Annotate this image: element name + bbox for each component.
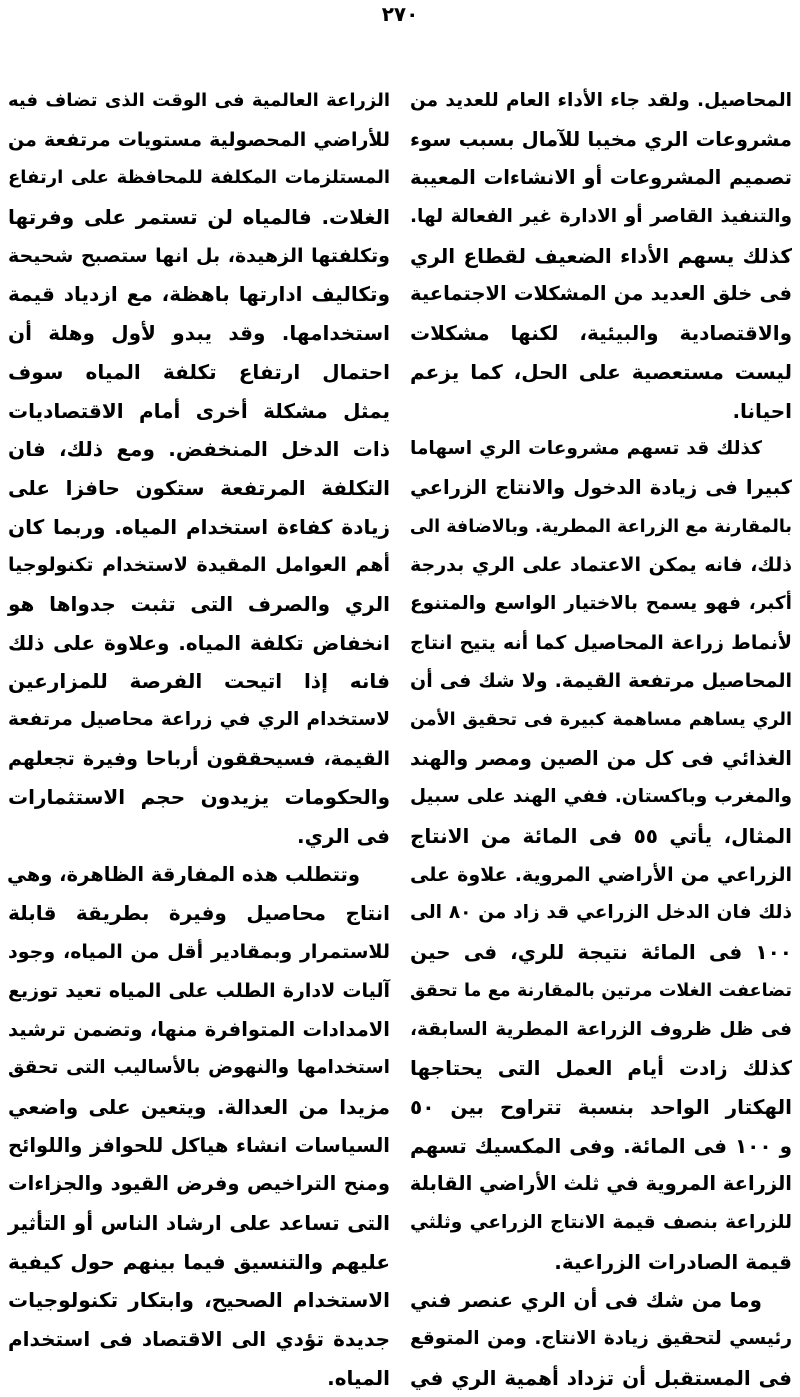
text-line: بالمقارنة مع الزراعة المطرية. وبالاضافة الى: [409, 516, 792, 537]
text-line: القيمة، فسيحققون أرباحا وفيرة تجعلهم: [8, 747, 390, 770]
text-line: ومنح التراخيص وفرض القيود والجزاءات: [8, 1172, 390, 1196]
text-line: كذلك زادت أيام العمل التى يحتاجها: [410, 1056, 792, 1081]
text-line: آليات لادارة الطلب على المياه تعيد توزيع: [8, 979, 390, 1002]
text-line: فى خلق العديد من المشكلات الاجتماعية: [410, 282, 792, 306]
text-line: الزراعي من الأراضي المروية. علاوة على: [410, 863, 792, 886]
text-line: ذات الدخل المنخفض. ومع ذلك، فان: [8, 437, 390, 462]
text-line: استخدامها. وقد يبدو لأول وهلة أن: [8, 321, 390, 346]
text-line: انتاج محاصيل وفيرة بطريقة قابلة: [8, 901, 390, 926]
text-line: وتكلفتها الزهيدة، بل انها ستصبح شحيحة: [8, 244, 390, 267]
text-line: تضاعفت الغلات مرتين بالمقارنة مع ما تحقق: [410, 980, 792, 1001]
text-line: فى المستقبل أن تزداد أهمية الري في: [410, 1365, 792, 1390]
text-line: قيمة الصادرات الزراعية.: [554, 1249, 792, 1274]
text-line: مزيدا من العدالة. ويتعين على واضعي: [8, 1094, 390, 1119]
text-line: المياه.: [327, 1365, 390, 1390]
text-column-left: [8, 82, 390, 1397]
text-line: احيانا.: [732, 398, 792, 423]
text-line: أكبر، فهو يسمح بالاختيار الواسع والمتنوع: [410, 592, 792, 614]
text-line: فانه إذا اتيحت الفرصة للمزارعين: [8, 669, 390, 694]
text-line: والحكومات يزيدون حجم الاستثمارات: [8, 785, 390, 810]
text-line: الهكتار الواحد بنسبة تتراوح بين ٥٠: [410, 1094, 792, 1119]
text-line: الاستخدام الصحيح، وابتكار تكنولوجيات: [8, 1288, 390, 1313]
text-line: والاقتصادية والبيئية، لكنها مشكلات: [410, 321, 792, 346]
text-line: الزراعة العالمية فى الوقت الذى تضاف فيه: [8, 90, 390, 111]
text-line: المحاصيل. ولقد جاء الأداء العام للعديد من: [410, 90, 792, 111]
text-line: انخفاض تكلفة المياه. وعلاوة على ذلك: [8, 630, 390, 655]
text-line: و ١٠٠ فى المائة. وفى المكسيك تسهم: [410, 1133, 792, 1158]
text-line: وتتطلب هذه المفارقة الظاهرة، وهي: [7, 862, 360, 886]
text-line: التى تساعد على ارشاد الناس أو التأثير: [8, 1210, 390, 1235]
text-line: يمثل مشكلة أخرى أمام الاقتصاديات: [8, 398, 390, 423]
text-line: السياسات انشاء هياكل للحوافز واللوائح: [8, 1133, 390, 1157]
text-line: المستلزمات المكلفة للمحافظة على ارتفاع: [8, 167, 390, 189]
text-line: الزراعة المروية في ثلث الأراضي القابلة: [409, 1172, 792, 1196]
text-line: كبيرا فى زيادة الدخول والانتاج الزراعي: [410, 475, 792, 499]
text-line: المثال، يأتي ٥٥ فى المائة من الانتاج: [410, 824, 792, 849]
text-line: الري والصرف التى تثبت جدواها هو: [8, 591, 390, 616]
text-line: مشروعات الري مخيبا للآمال بسبب سوء: [410, 127, 792, 151]
text-line: للاستمرار وبمقادير أقل من المياه، وجود: [8, 941, 390, 964]
text-line: استخدامها والنهوض بالأساليب التى تحقق: [8, 1057, 390, 1079]
text-line: الغلات. فالمياه لن تستمر على وفرتها: [8, 205, 390, 230]
text-line: والمغرب وباكستان. ففي الهند على سبيل: [410, 786, 792, 808]
text-line: لأنماط زراعة المحاصيل كما أنه يتيح انتاج: [410, 631, 792, 654]
text-line: أهم العوامل المقيدة لاستخدام تكنولوجيا: [8, 554, 390, 577]
text-line: ذلك فان الدخل الزراعي قد زاد من ٨٠ الى: [410, 902, 792, 924]
text-column-right: [410, 82, 792, 1397]
text-line: تصميم المشروعات أو الانشاءات المعيبة: [410, 166, 792, 190]
text-line: كذلك يسهم الأداء الضعيف لقطاع الري: [410, 243, 792, 268]
text-line: الري يساهم مساهمة كبيرة فى تحقيق الأمن: [410, 710, 792, 730]
text-line: رئيسي لتحقيق زيادة الانتاج. ومن المتوقع: [410, 1328, 792, 1349]
text-line: الامدادات المتوافرة منها، وتضمن ترشيد: [8, 1017, 390, 1041]
text-line: جديدة تؤدي الى الاقتصاد فى استخدام: [8, 1327, 390, 1351]
text-line: كذلك قد تسهم مشروعات الري اسهاما: [410, 438, 762, 460]
text-line: عليهم والتنسيق فيما بينهم حول كيفية: [8, 1249, 390, 1274]
text-line: احتمال ارتفاع تكلفة المياه سوف: [8, 359, 390, 384]
text-line: للزراعة بنصف قيمة الانتاج الزراعي وثلثي: [410, 1211, 792, 1233]
text-line: فى الري.: [296, 824, 390, 849]
text-line: ذلك، فانه يمكن الاعتماد على الري بدرجة: [410, 554, 792, 577]
text-line: فى ظل ظروف الزراعة المطرية السابقة،: [410, 1018, 792, 1040]
text-line: لاستخدام الري في زراعة محاصيل مرتفعة: [8, 709, 390, 730]
text-line: والتنفيذ القاصر أو الادارة غير الفعالة لها.: [410, 206, 792, 228]
page-number: ٢٧٠: [381, 2, 419, 26]
text-line: وتكاليف ادارتها باهظة، مع ازدياد قيمة: [8, 282, 390, 307]
text-line: زيادة كفاءة استخدام المياه. وربما كان: [8, 514, 390, 539]
text-line: التكلفة المرتفعة ستكون حافزا على: [8, 475, 390, 500]
text-line: الغذائي فى كل من الصين ومصر والهند: [410, 746, 792, 770]
text-line: ليست مستعصية على الحل، كما يزعم: [410, 359, 792, 384]
text-line: ١٠٠ فى المائة نتيجة للري، فى حين: [410, 940, 792, 965]
text-line: للأراضي المحصولية مستويات مرتفعة من: [8, 128, 390, 151]
text-line: المحاصيل مرتفعة القيمة. ولا شك فى أن: [410, 670, 792, 693]
text-line: وما من شك فى أن الري عنصر فني: [410, 1288, 762, 1313]
